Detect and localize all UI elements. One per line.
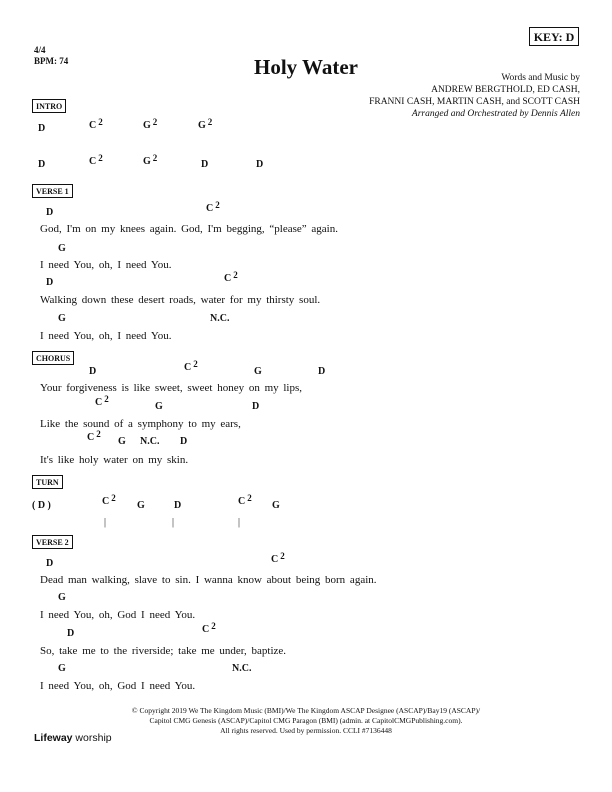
lifeway-worship-logo — [34, 732, 112, 744]
chord: D — [89, 366, 97, 377]
chord: D — [256, 159, 264, 170]
lyric-line: I need You, oh, God I need You. — [40, 609, 196, 621]
time-signature: 4/4 — [34, 45, 46, 55]
chord: C $^2$ — [89, 153, 103, 167]
lyric-line: Dead man walking, slave to sin. I wanna know about being born again. — [40, 574, 377, 586]
section-label-verse-1: VERSE 1 — [32, 184, 73, 198]
copyright-line: Capitol CMG Genesis (ASCAP)/Capitol CMG Paragon (BMI) (admin. at CapitolCMGPublishing.com). — [149, 716, 463, 725]
logo-suffix: worship — [72, 732, 112, 744]
chord: G $^2$ — [198, 117, 213, 131]
chord: D — [46, 207, 54, 218]
chord: G $^2$ — [143, 117, 158, 131]
lyric-line: I need You, oh, I need You. — [40, 259, 172, 271]
bar-line: | — [238, 517, 241, 528]
chord: N.C. — [210, 313, 230, 324]
lyric-line: Like the sound of a symphony to my ears, — [40, 418, 241, 430]
chord: C $^2$ — [89, 117, 103, 131]
chord: C $^2$ — [102, 493, 116, 507]
chord: C $^2$ — [95, 394, 109, 408]
chord: C $^2$ — [184, 359, 198, 373]
chord: D — [201, 159, 209, 170]
section-label-intro: INTRO — [32, 99, 66, 113]
section-label-turn: TURN — [32, 475, 63, 489]
chord: D — [38, 159, 46, 170]
chord: G — [272, 500, 280, 511]
chord-parenthetical: ( D ) — [32, 500, 51, 511]
lyric-line: I need You, oh, God I need You. — [40, 680, 196, 692]
chord: G — [137, 500, 145, 511]
credits-writers: FRANNI CASH, MARTIN CASH, and SCOTT CASH — [369, 97, 580, 107]
chord: G — [58, 313, 66, 324]
bar-line: | — [104, 517, 107, 528]
chord: D — [46, 277, 54, 288]
song-title: Holy Water — [253, 55, 358, 79]
chord: N.C. — [140, 436, 160, 447]
chord: C $^2$ — [271, 551, 285, 565]
lyric-line: It's like holy water on my skin. — [40, 454, 189, 466]
chord: D — [46, 558, 54, 569]
chord: G $^2$ — [143, 153, 158, 167]
chord: G — [58, 243, 66, 254]
chord: C $^2$ — [202, 621, 216, 635]
chord: D — [318, 366, 326, 377]
credits — [369, 72, 580, 120]
section-label-verse-2: VERSE 2 — [32, 535, 73, 549]
chord: D — [252, 401, 260, 412]
chord: C $^2$ — [206, 200, 220, 214]
lyric-line: I need You, oh, I need You. — [40, 330, 172, 342]
copyright-line: All rights reserved. Used by permission. CCLI #7136448 — [220, 726, 392, 735]
chord: C $^2$ — [224, 270, 238, 284]
lyric-line: Walking down these desert roads, water for my thirsty soul. — [40, 294, 321, 306]
tempo: BPM: 74 — [34, 56, 69, 66]
chord: D — [174, 500, 182, 511]
chord: G — [118, 436, 126, 447]
section-label-chorus: CHORUS — [32, 351, 74, 365]
chord: G — [155, 401, 163, 412]
chord: G — [58, 663, 66, 674]
chord: D — [67, 628, 75, 639]
chord: D — [38, 123, 46, 134]
copyright-line: © Copyright 2019 We The Kingdom Music (BMI)/We The Kingdom ASCAP Designee (ASCAP)/Bay19 (ASCAP)/ — [131, 706, 481, 715]
lyric-line: So, take me to the riverside; take me under, baptize. — [40, 645, 287, 657]
credits-line: Words and Music by — [501, 73, 580, 83]
lyric-line: Your forgiveness is like sweet, sweet honey on my lips, — [40, 382, 303, 394]
bar-line: | — [172, 517, 175, 528]
chord: G — [58, 592, 66, 603]
credits-writers: ANDREW BERGTHOLD, ED CASH, — [431, 85, 580, 95]
credits-arranger: Arranged and Orchestrated by Dennis Allen — [411, 109, 580, 119]
lyric-line: God, I'm on my knees again. God, I'm begging, “please” again. — [40, 223, 338, 235]
chord: C $^2$ — [238, 493, 252, 507]
key-indicator: KEY: D — [529, 27, 579, 46]
chord: C $^2$ — [87, 429, 101, 443]
chord: N.C. — [232, 663, 252, 674]
chord: G — [254, 366, 262, 377]
chord: D — [180, 436, 188, 447]
logo-brand: Lifeway — [34, 732, 73, 744]
